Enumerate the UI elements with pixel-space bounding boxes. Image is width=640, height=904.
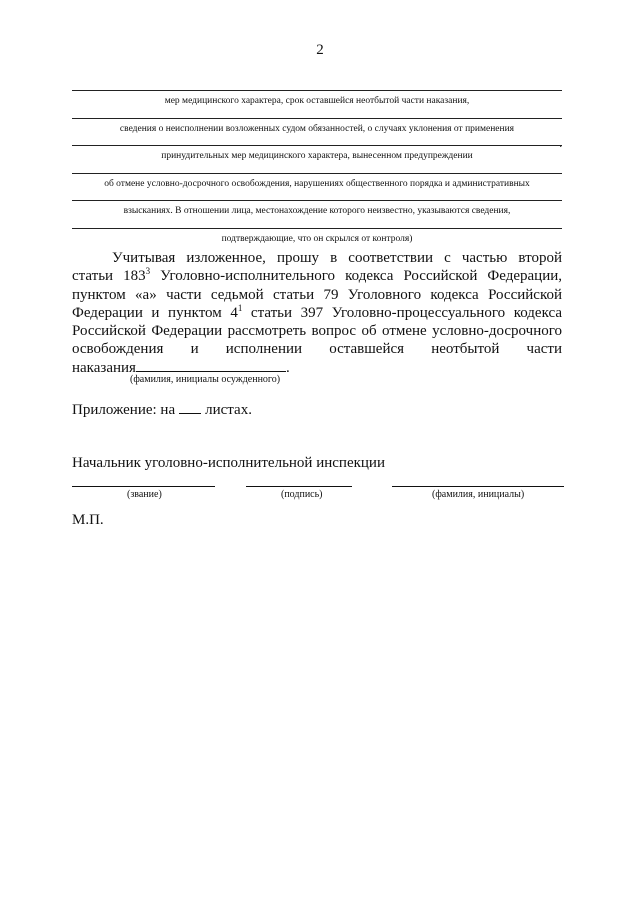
name-field[interactable] [392, 486, 564, 487]
sign-caption: (подпись) [281, 489, 323, 500]
hint-text: взысканиях. В отношении лица, местонахождение которого неизвестно, указываются сведения, [123, 206, 511, 216]
hint-dot: . [559, 139, 562, 150]
request-paragraph [72, 249, 562, 377]
body-text: Российской Федерации рассмотреть вопрос об отмене условно-досрочного [72, 323, 562, 340]
body-line [72, 286, 562, 304]
body-text: . [285, 359, 290, 376]
page-number: 2 [316, 42, 324, 58]
body-text: статьи 397 Уголовно-процессуального кодекса [242, 304, 562, 321]
hint-text: об отмене условно-досрочного освобождения, нарушениях общественного порядка и административных [104, 178, 530, 189]
appendix-label: Приложение: на [72, 402, 176, 418]
stamp-place: М.П. [72, 512, 104, 528]
hint-line-3 [72, 139, 562, 173]
body-text: освобождения и исполнении оставшейся неотбытой части [72, 341, 562, 358]
hint-line-6 [72, 228, 562, 242]
hint-line-5 [72, 200, 562, 228]
hint-text: подтверждающие, что он скрылся от контроля) [221, 233, 413, 244]
hint-line-1 [72, 90, 562, 118]
body-text: статьи 183 [72, 268, 146, 285]
body-line [72, 267, 562, 285]
form-hint-block [72, 90, 562, 242]
body-line [72, 340, 562, 358]
superscript: 1 [237, 302, 243, 313]
sheet-count-field[interactable] [179, 401, 201, 414]
hint-line-4 [72, 173, 562, 201]
superscript: 3 [145, 266, 151, 277]
body-text: Уголовно-исполнительного кодекса Российской Федерации, [150, 268, 562, 285]
body-line [72, 304, 562, 322]
rank-field[interactable] [72, 486, 215, 487]
hint-text: сведения о неисполнении возложенных судом обязанностей, о случаях уклонения от применения [119, 123, 515, 134]
hint-line-2 [72, 118, 562, 146]
body-text: наказания [72, 359, 136, 376]
convict-name-field[interactable] [136, 359, 286, 372]
name-caption: (фамилия, инициалы) [432, 489, 525, 500]
appendix-suffix: листах. [205, 402, 252, 418]
body-text: пунктом «а» части седьмой статьи 79 Уголовного кодекса Российской [72, 286, 562, 303]
rank-caption: (звание) [127, 489, 162, 500]
body-line [72, 322, 562, 340]
body-text: Учитывая изложенное, прошу в соответствии с частью второй [112, 250, 562, 266]
appendix-line [72, 401, 252, 419]
hint-text: мер медицинского характера, срок оставшейся неотбытой части наказания, [164, 96, 470, 106]
convict-name-caption: (фамилия, инициалы осужденного) [130, 374, 281, 385]
head-title: Начальник уголовно-исполнительной инспекции [72, 455, 385, 471]
body-text: Федерации и пунктом 4 [72, 304, 238, 321]
hint-text: принудительных мер медицинского характера, вынесенном предупреждении [161, 151, 473, 161]
signature-field[interactable] [246, 486, 352, 487]
body-line [72, 249, 562, 267]
